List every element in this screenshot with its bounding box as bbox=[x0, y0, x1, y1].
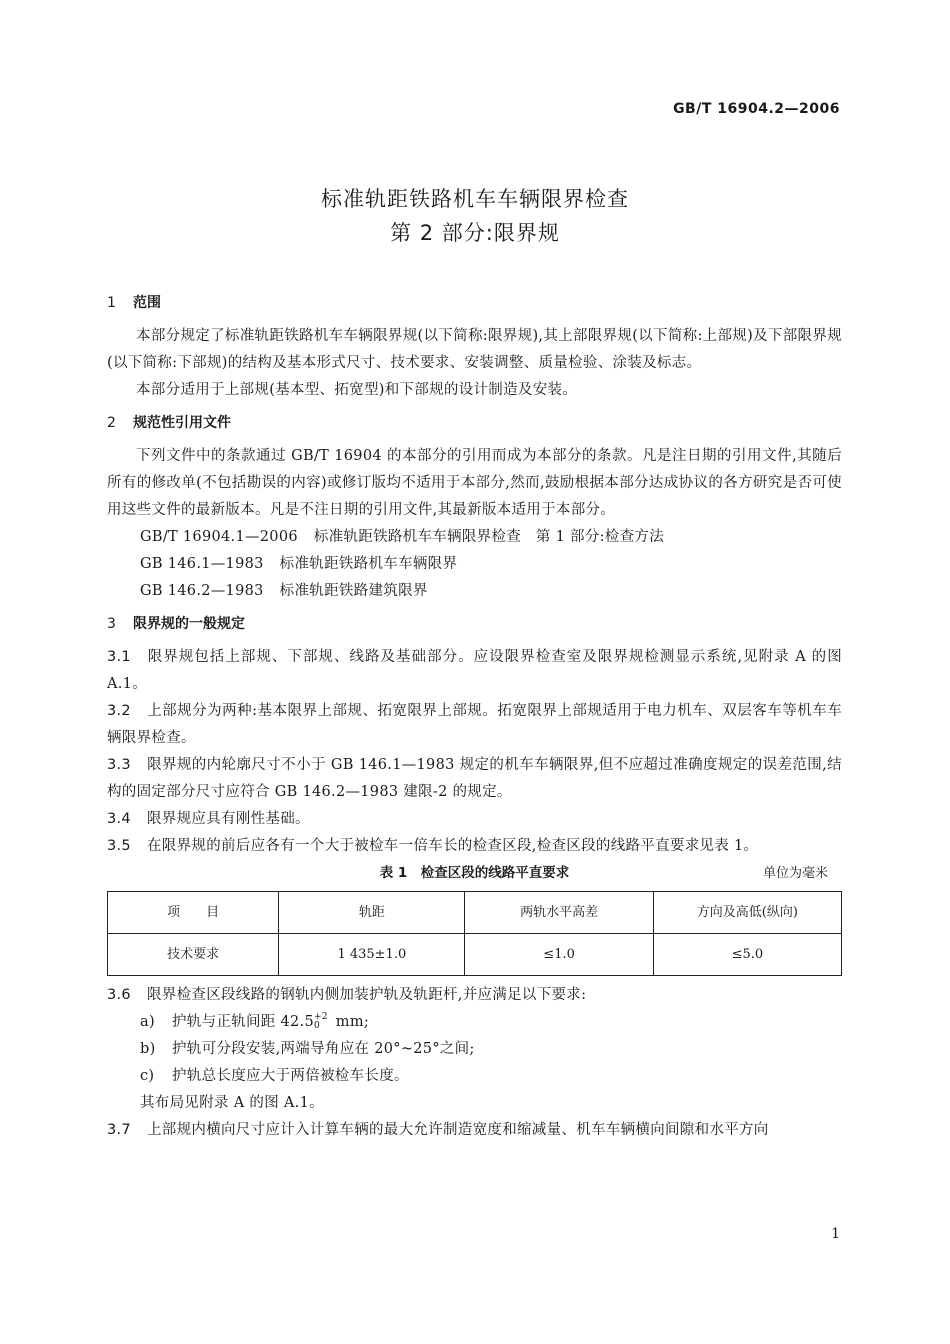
table-cell: 技术要求 bbox=[108, 934, 279, 976]
section-1-heading: 1 范围 bbox=[107, 295, 161, 311]
table-header-cell: 项 目 bbox=[108, 892, 279, 934]
standard-code: GB/T 16904.2—2006 bbox=[673, 101, 840, 117]
section-1-paragraph-1: 本部分规定了标准轨距铁路机车车辆限界规(以下简称:限界规),其上部限界规(以下简称:上部规)及下部限界规(以下简称:下部规)的结构及基本形式尺寸、技术要求、安装调整、质量检验、涂装及标志。 bbox=[107, 328, 842, 371]
title-line-2: 第 2 部分:限界规 bbox=[390, 221, 560, 245]
page-number: 1 bbox=[831, 1226, 840, 1242]
document-title bbox=[0, 182, 950, 250]
clause-3-6: 3.6 限界检查区段线路的钢轨内侧加装护轨及轨距杆,并应满足以下要求: bbox=[107, 987, 587, 1003]
list-item-b: b) 护轨可分段安装,两端导角应在 20°~25°之间; bbox=[140, 1041, 475, 1057]
reference-item: GB 146.2—1983 标准轨距铁路建筑限界 bbox=[140, 583, 428, 599]
track-requirements-table bbox=[107, 891, 842, 976]
table-row bbox=[108, 934, 842, 976]
table-cell: ≤1.0 bbox=[465, 934, 653, 976]
table-header-cell: 两轨水平高差 bbox=[465, 892, 653, 934]
table-cell: 1 435±1.0 bbox=[279, 934, 465, 976]
layout-note: 其布局见附录 A 的图 A.1。 bbox=[140, 1095, 324, 1111]
table-caption: 表 1 检查区段的线路平直要求 单位为毫米 bbox=[107, 860, 842, 887]
list-item-c: c) 护轨总长度应大于两倍被检车长度。 bbox=[140, 1068, 409, 1084]
reference-item: GB/T 16904.1—2006 标准轨距铁路机车车辆限界检查 第 1 部分:检查方法 bbox=[140, 529, 665, 545]
section-2-paragraph: 下列文件中的条款通过 GB/T 16904 的本部分的引用而成为本部分的条款。凡是注日期的引用文件,其随后所有的修改单(不包括勘误的内容)或修订版均不适用于本部分,然而,鼓励根据本部分达成协议的各方研究是否可使用这些文件的最新版本。凡是不注日期的引用文件,其最新版本适用于本部分。 bbox=[107, 448, 842, 518]
clause-3-3: 3.3 限界规的内轮廓尺寸不小于 GB 146.1—1983 规定的机车车辆限界,但不应超过准确度规定的误差范围,结构的固定部分尺寸应符合 GB 146.2—1983 建限-2 的规定。 bbox=[107, 757, 842, 800]
clause-3-5: 3.5 在限界规的前后应各有一个大于被检车一倍车长的检查区段,检查区段的线路平直要求见表 1。 bbox=[107, 838, 759, 854]
clause-3-7: 3.7 上部规内横向尺寸应计入计算车辆的最大允许制造宽度和缩减量、机车车辆横向间隙和水平方向 bbox=[107, 1122, 769, 1138]
table-header-row bbox=[108, 892, 842, 934]
document-body bbox=[107, 290, 842, 1144]
title-line-1: 标准轨距铁路机车车辆限界检查 bbox=[321, 187, 629, 211]
table-unit: 单位为毫米 bbox=[762, 866, 828, 881]
clause-3-1: 3.1 限界规包括上部规、下部规、线路及基础部分。应设限界检查室及限界规检测显示系统,见附录 A 的图 A.1。 bbox=[107, 649, 842, 692]
table-header-cell: 轨距 bbox=[279, 892, 465, 934]
reference-item: GB 146.1—1983 标准轨距铁路机车车辆限界 bbox=[140, 556, 458, 572]
clause-3-4: 3.4 限界规应具有刚性基础。 bbox=[107, 811, 310, 827]
table-cell: ≤5.0 bbox=[653, 934, 841, 976]
section-3-heading: 3 限界规的一般规定 bbox=[107, 616, 245, 632]
section-1-paragraph-2: 本部分适用于上部规(基本型、拓宽型)和下部规的设计制造及安装。 bbox=[136, 382, 578, 398]
list-item-a: a) 护轨与正轨间距 42.5 +2 0 mm; bbox=[140, 1012, 370, 1031]
tolerance-superscript-subscript: +2 0 bbox=[314, 1012, 328, 1031]
clause-3-2: 3.2 上部规分为两种:基本限界上部规、拓宽限界上部规。拓宽限界上部规适用于电力机车、双层客车等机车车辆限界检查。 bbox=[107, 703, 842, 746]
section-2-heading: 2 规范性引用文件 bbox=[107, 415, 231, 431]
table-header-cell: 方向及高低(纵向) bbox=[653, 892, 841, 934]
